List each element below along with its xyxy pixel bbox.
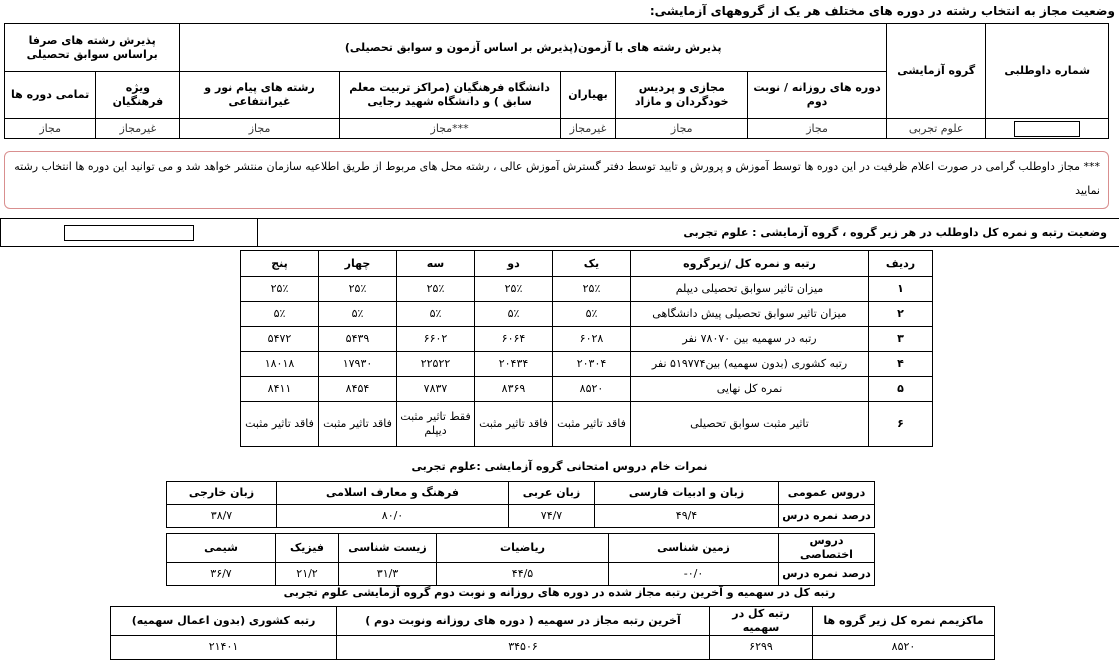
col-teachers-only: ویژه فرهنگیان bbox=[96, 72, 180, 119]
cell-value: ۶۰۶۴ bbox=[475, 327, 553, 352]
exam-based-admission-header: پذیرش رشته های با آزمون(پذیرش بر اساس آزمون و سوابق تحصیلی) bbox=[180, 24, 887, 72]
quota-rank-header: رتبه کل در سهمیه bbox=[710, 607, 813, 636]
status-nurse-aides: غیرمجاز bbox=[560, 119, 616, 139]
cell-value: ۵۴۷۲ bbox=[241, 327, 319, 352]
general-courses-label: دروس عمومی bbox=[779, 482, 875, 505]
cell-value: ۸۴۱۱ bbox=[241, 377, 319, 402]
max-subgroup-score-value: ۸۵۲۰ bbox=[813, 635, 995, 659]
applicant-number-header: شماره داوطلبی bbox=[986, 24, 1109, 119]
admission-status-table bbox=[4, 23, 1109, 139]
percent-label: درصد نمره درس bbox=[779, 562, 875, 585]
spacer bbox=[167, 377, 241, 402]
row-label: رتبه کشوری (بدون سهمیه) بین۵۱۹۷۷۴ نفر bbox=[631, 352, 869, 377]
cell-value: ۵٪ bbox=[475, 302, 553, 327]
col-daily-night: دوره های روزانه / نوبت دوم bbox=[748, 72, 887, 119]
rank-header-three: سه bbox=[397, 251, 475, 277]
table-row bbox=[167, 352, 933, 377]
spacer bbox=[167, 277, 241, 302]
course-geology: زمین شناسی bbox=[609, 534, 779, 563]
percent-label: درصد نمره درس bbox=[779, 505, 875, 528]
table-row bbox=[167, 302, 933, 327]
cell-value: فاقد تاثیر مثبت bbox=[553, 402, 631, 447]
cell-value: ۵٪ bbox=[397, 302, 475, 327]
rank-header-label: رتبه و نمره کل /زیرگروه bbox=[631, 251, 869, 277]
rank-header-five: پنج bbox=[241, 251, 319, 277]
last-allowed-rank-value: ۳۴۵۰۶ bbox=[337, 635, 710, 659]
course-persian: زبان و ادبیات فارسی bbox=[595, 482, 779, 505]
records-only-admission-header: پذیرش رشته های صرفا براساس سوابق تحصیلی bbox=[5, 24, 180, 72]
cell-value: ۶۰۲۸ bbox=[553, 327, 631, 352]
col-payam-noor: رشته های پیام نور و غیرانتفاعی bbox=[180, 72, 339, 119]
cell-value: ۵٪ bbox=[319, 302, 397, 327]
cell-value: ۱۷۹۳۰ bbox=[319, 352, 397, 377]
cell-value: ۸۵۲۰ bbox=[553, 377, 631, 402]
row-number: ۵ bbox=[869, 377, 933, 402]
national-rank-header: رتبه کشوری (بدون اعمال سهمیه) bbox=[111, 607, 337, 636]
cell-value: ۲۵٪ bbox=[553, 277, 631, 302]
cell-value: ۵۴۳۹ bbox=[319, 327, 397, 352]
score-islamic: ۸۰/۰ bbox=[277, 505, 509, 528]
rank-title-blank-cell bbox=[1, 219, 258, 247]
course-foreign: زبان خارجی bbox=[167, 482, 277, 505]
cell-value: ۶۶۰۲ bbox=[397, 327, 475, 352]
spacer bbox=[167, 352, 241, 377]
row-label: تاثیر مثبت سوابق تحصیلی bbox=[631, 402, 869, 447]
cell-value: فقط تاثیر مثبت دیپلم bbox=[397, 402, 475, 447]
cell-value: ۲۵٪ bbox=[397, 277, 475, 302]
col-all-courses: تمامی دوره ها bbox=[5, 72, 96, 119]
col-nurse-aides: بهیاران bbox=[560, 72, 616, 119]
final-rank-table bbox=[110, 606, 995, 660]
rank-section-title: وضعیت رتبه و نمره کل داوطلب در هر زیر گروه ، گروه آزمایشی : علوم تجربی bbox=[258, 219, 1119, 247]
cell-value: ۲۰۳۰۴ bbox=[553, 352, 631, 377]
final-rank-title: رتبه کل در سهمیه و آخرین رتبه مجاز شده در دوره های روزانه و نوبت دوم گروه آزمایشی علوم تجربی bbox=[283, 586, 836, 599]
status-virtual-campus: مجاز bbox=[616, 119, 748, 139]
rank-header-two: دو bbox=[475, 251, 553, 277]
status-farhangian: ***مجاز bbox=[339, 119, 560, 139]
cell-value: ۸۴۵۴ bbox=[319, 377, 397, 402]
cell-value: ۷۸۳۷ bbox=[397, 377, 475, 402]
max-subgroup-score-header: ماکزیمم نمره کل زیر گروه ها bbox=[813, 607, 995, 636]
cell-value: ۲۵٪ bbox=[319, 277, 397, 302]
specialized-courses-label: دروس اختصاصی bbox=[779, 534, 875, 563]
applicant-number-value bbox=[986, 119, 1109, 139]
exam-group-header: گروه آزمایشی bbox=[887, 24, 986, 119]
cell-value: ۱۸۰۱۸ bbox=[241, 352, 319, 377]
cell-value: ۲۵٪ bbox=[475, 277, 553, 302]
redacted-box bbox=[64, 225, 194, 241]
row-number: ۳ bbox=[869, 327, 933, 352]
rank-header-spacer bbox=[167, 251, 241, 277]
status-daily-night: مجاز bbox=[748, 119, 887, 139]
specialized-courses-table bbox=[166, 533, 875, 586]
status-teachers-only: غیرمجاز bbox=[96, 119, 180, 139]
course-chemistry: شیمی bbox=[167, 534, 276, 563]
row-label: رتبه در سهمیه بین ۷۸۰۷۰ نفر bbox=[631, 327, 869, 352]
rank-table bbox=[166, 250, 933, 447]
course-physics: فیزیک bbox=[276, 534, 339, 563]
cell-value: ۲۰۴۳۴ bbox=[475, 352, 553, 377]
table-row bbox=[167, 402, 933, 447]
course-math: ریاضیات bbox=[437, 534, 609, 563]
score-geology: ۰/۰- bbox=[609, 562, 779, 585]
score-biology: ۳۱/۳ bbox=[339, 562, 437, 585]
row-number: ۲ bbox=[869, 302, 933, 327]
rank-header-four: چهار bbox=[319, 251, 397, 277]
quota-rank-value: ۶۲۹۹ bbox=[710, 635, 813, 659]
cell-value: ۲۵٪ bbox=[241, 277, 319, 302]
score-foreign: ۳۸/۷ bbox=[167, 505, 277, 528]
cell-value: فاقد تاثیر مثبت bbox=[319, 402, 397, 447]
status-payam-noor: مجاز bbox=[180, 119, 339, 139]
row-number: ۱ bbox=[869, 277, 933, 302]
score-math: ۴۴/۵ bbox=[437, 562, 609, 585]
col-virtual-campus: مجازی و پردیس خودگردان و مازاد bbox=[616, 72, 748, 119]
score-arabic: ۷۴/۷ bbox=[509, 505, 595, 528]
course-islamic: فرهنگ و معارف اسلامی bbox=[277, 482, 509, 505]
redacted-box bbox=[1014, 121, 1080, 137]
table-row bbox=[167, 277, 933, 302]
status-all-courses: مجاز bbox=[5, 119, 96, 139]
rank-title-bar bbox=[0, 218, 1119, 247]
row-number: ۴ bbox=[869, 352, 933, 377]
cell-value: فاقد تاثیر مثبت bbox=[475, 402, 553, 447]
national-rank-value: ۲۱۴۰۱ bbox=[111, 635, 337, 659]
exam-group-value: علوم تجربی bbox=[887, 119, 986, 139]
row-label: میزان تاثیر سوابق تحصیلی پیش دانشگاهی bbox=[631, 302, 869, 327]
score-persian: ۴۹/۴ bbox=[595, 505, 779, 528]
row-label: میزان تاثیر سوابق تحصیلی دیپلم bbox=[631, 277, 869, 302]
cell-value: ۵٪ bbox=[553, 302, 631, 327]
rank-header-one: یک bbox=[553, 251, 631, 277]
course-arabic: زبان عربی bbox=[509, 482, 595, 505]
cell-value: ۲۲۵۲۲ bbox=[397, 352, 475, 377]
page-title: وضعیت مجاز به انتخاب رشته در دوره های مختلف هر یک از گروههای آزمایشی: bbox=[649, 4, 1115, 18]
rank-header-row-no: ردیف bbox=[869, 251, 933, 277]
score-chemistry: ۳۶/۷ bbox=[167, 562, 276, 585]
spacer bbox=[167, 302, 241, 327]
table-row bbox=[167, 327, 933, 352]
cell-value: فاقد تاثیر مثبت bbox=[241, 402, 319, 447]
row-number: ۶ bbox=[869, 402, 933, 447]
cell-value: ۵٪ bbox=[241, 302, 319, 327]
cell-value: ۸۳۶۹ bbox=[475, 377, 553, 402]
last-allowed-rank-header: آخرین رتبه مجاز در سهمیه ( دوره های روزانه ونوبت دوم ) bbox=[337, 607, 710, 636]
score-physics: ۲۱/۲ bbox=[276, 562, 339, 585]
col-farhangian: دانشگاه فرهنگیان (مراکز تربیت معلم سابق ) و دانشگاه شهید رجایی bbox=[339, 72, 560, 119]
spacer bbox=[167, 327, 241, 352]
raw-scores-title: نمرات خام دروس امتحانی گروه آزمایشی :علوم تجربی bbox=[411, 460, 708, 473]
row-label: نمره کل نهایی bbox=[631, 377, 869, 402]
table-row bbox=[167, 377, 933, 402]
notice-box: *** مجاز داوطلب گرامی در صورت اعلام ظرفیت در این دوره ها توسط آموزش و پرورش و تایید توسط دفتر گسترش آموزش عالی ، رشته محل های مربوط از طریق اطلاعیه سازمان منتشر خواهد شد و می توانید این دوره ها انتخاب رشته نمایید bbox=[4, 151, 1109, 209]
general-courses-table bbox=[166, 481, 875, 528]
spacer bbox=[167, 402, 241, 447]
course-biology: زیست شناسی bbox=[339, 534, 437, 563]
